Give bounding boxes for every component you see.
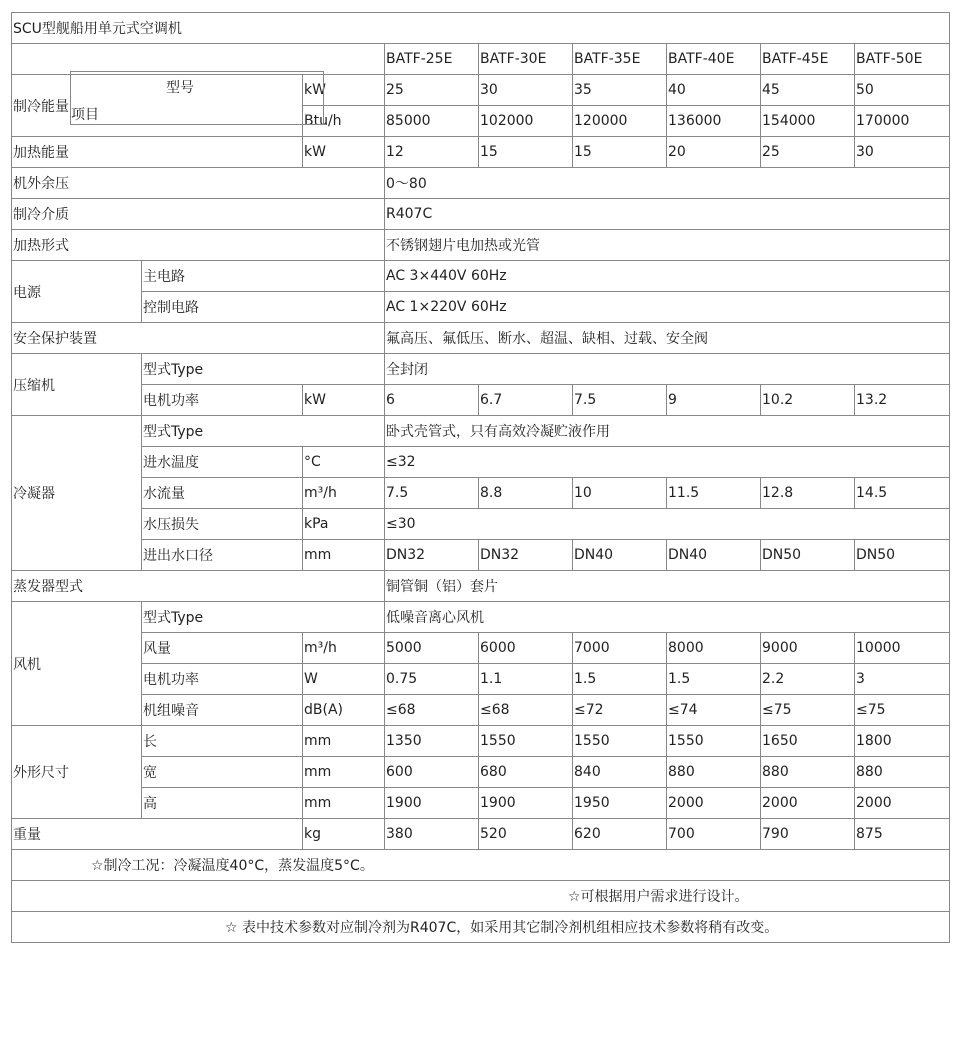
unit: mm: [303, 788, 385, 819]
value-cell: 880: [761, 757, 855, 788]
value-cell: 520: [479, 819, 573, 850]
value-cell: 102000: [479, 106, 573, 137]
sub-label: 高: [142, 788, 303, 819]
unit: kW: [303, 75, 385, 106]
value-cell: ≤30: [385, 509, 950, 540]
value-cell: 14.5: [855, 478, 950, 509]
value-cell: 50: [855, 75, 950, 106]
unit: m³/h: [303, 478, 385, 509]
fan-type-row: [12, 602, 950, 633]
value-cell: ≤68: [479, 695, 573, 726]
row-label: 压缩机: [12, 354, 142, 416]
value-cell: 6: [385, 385, 479, 416]
row-label: 安全保护装置: [12, 323, 385, 354]
spec-table-body: [12, 13, 950, 943]
fan-noise-row: [12, 695, 950, 726]
unit: kW: [303, 385, 385, 416]
model-name: BATF-50E: [855, 44, 950, 75]
row-label: 电源: [12, 261, 142, 323]
sub-label: 宽: [142, 757, 303, 788]
value-cell: 1.5: [573, 664, 667, 695]
value-cell: DN50: [855, 540, 950, 571]
sub-label: 型式Type: [142, 602, 385, 633]
value-cell: 680: [479, 757, 573, 788]
unit: °C: [303, 447, 385, 478]
value-cell: 铜管铜（铝）套片: [385, 571, 950, 602]
sub-label: 长: [142, 726, 303, 757]
row-label: 冷凝器: [12, 416, 142, 571]
table-title: SCU型舰船用单元式空调机: [12, 13, 950, 44]
value-cell: 12.8: [761, 478, 855, 509]
value-cell: 全封闭: [385, 354, 950, 385]
value-cell: 1900: [385, 788, 479, 819]
value-cell: 20: [667, 137, 761, 168]
value-cell: 840: [573, 757, 667, 788]
value-cell: 2.2: [761, 664, 855, 695]
value-cell: 7.5: [573, 385, 667, 416]
value-cell: DN32: [385, 540, 479, 571]
note-cell: [12, 912, 950, 943]
value-cell: 1800: [855, 726, 950, 757]
value-cell: ≤72: [573, 695, 667, 726]
value-cell: 85000: [385, 106, 479, 137]
condenser-dia-row: [12, 540, 950, 571]
model-heading: 型号: [166, 80, 194, 96]
value-cell: 2000: [667, 788, 761, 819]
value-cell: 7.5: [385, 478, 479, 509]
condenser-inlet-row: [12, 447, 950, 478]
unit: kg: [303, 819, 385, 850]
spec-table: [11, 12, 950, 943]
value-cell: 1.5: [667, 664, 761, 695]
value-cell: 30: [855, 137, 950, 168]
row-label: 制冷介质: [12, 199, 385, 230]
model-name: BATF-35E: [573, 44, 667, 75]
unit: kPa: [303, 509, 385, 540]
row-label: 蒸发器型式: [12, 571, 385, 602]
value-cell: DN40: [573, 540, 667, 571]
condenser-type-row: [12, 416, 950, 447]
compressor-type-row: [12, 354, 950, 385]
item-heading: 项目: [71, 107, 99, 123]
fan-motor-row: [12, 664, 950, 695]
row-label: 外形尺寸: [12, 726, 142, 819]
value-cell: 1550: [479, 726, 573, 757]
value-cell: 35: [573, 75, 667, 106]
model-name: BATF-30E: [479, 44, 573, 75]
value-cell: ≤68: [385, 695, 479, 726]
value-cell: 卧式壳管式，只有高效冷凝贮液作用: [385, 416, 950, 447]
value-cell: 8.8: [479, 478, 573, 509]
unit: mm: [303, 726, 385, 757]
value-cell: 1650: [761, 726, 855, 757]
value-cell: 1900: [479, 788, 573, 819]
unit: m³/h: [303, 633, 385, 664]
value-cell: 1550: [667, 726, 761, 757]
value-cell: ≤75: [855, 695, 950, 726]
row-label: 机外余压: [12, 168, 385, 199]
value-cell: ≤74: [667, 695, 761, 726]
value-cell: 1.1: [479, 664, 573, 695]
compressor-motor-row: [12, 385, 950, 416]
value-cell: 8000: [667, 633, 761, 664]
evaporator-row: [12, 571, 950, 602]
value-cell: 2000: [761, 788, 855, 819]
value-cell: 170000: [855, 106, 950, 137]
value-cell: 11.5: [667, 478, 761, 509]
note-text: ☆制冷工况：冷凝温度40°C，蒸发温度5°C。: [91, 858, 374, 874]
value-cell: 氟高压、氟低压、断水、超温、缺相、过载、安全阀: [385, 323, 950, 354]
note-text: ☆ 表中技术参数对应制冷剂为R407C，如采用其它制冷剂机组相应技术参数将稍有改变。: [225, 920, 779, 936]
dims-wid-row: [12, 757, 950, 788]
sub-label: 进水温度: [142, 447, 303, 478]
value-cell: R407C: [385, 199, 950, 230]
value-cell: 13.2: [855, 385, 950, 416]
title-row: [12, 13, 950, 44]
note-text: ☆可根据用户需求进行设计。: [568, 889, 749, 905]
value-cell: 0～80: [385, 168, 950, 199]
sub-label: 电机功率: [142, 664, 303, 695]
value-cell: 880: [667, 757, 761, 788]
unit: mm: [303, 757, 385, 788]
weight-row: [12, 819, 950, 850]
value-cell: 9: [667, 385, 761, 416]
note-row: [12, 881, 950, 912]
value-cell: ≤32: [385, 447, 950, 478]
note-row: [12, 850, 950, 881]
value-cell: AC 3×440V 60Hz: [385, 261, 950, 292]
model-name: BATF-40E: [667, 44, 761, 75]
value-cell: 10000: [855, 633, 950, 664]
value-cell: 1350: [385, 726, 479, 757]
power-ctrl-row: [12, 292, 950, 323]
unit: W: [303, 664, 385, 695]
value-cell: 12: [385, 137, 479, 168]
value-cell: 700: [667, 819, 761, 850]
value-cell: 5000: [385, 633, 479, 664]
value-cell: 10.2: [761, 385, 855, 416]
note-row: [12, 912, 950, 943]
condenser-flow-row: [12, 478, 950, 509]
value-cell: 6.7: [479, 385, 573, 416]
row-label: 重量: [12, 819, 303, 850]
value-cell: DN40: [667, 540, 761, 571]
sub-label: 机组噪音: [142, 695, 303, 726]
value-cell: 136000: [667, 106, 761, 137]
value-cell: 875: [855, 819, 950, 850]
sub-label: 主电路: [142, 261, 385, 292]
sub-label: 电机功率: [142, 385, 303, 416]
value-cell: 低噪音离心风机: [385, 602, 950, 633]
dims-len-row: [12, 726, 950, 757]
header-row: [12, 44, 950, 75]
value-cell: 9000: [761, 633, 855, 664]
value-cell: 1950: [573, 788, 667, 819]
value-cell: 1550: [573, 726, 667, 757]
note-cell: [12, 881, 950, 912]
value-cell: 3: [855, 664, 950, 695]
value-cell: 7000: [573, 633, 667, 664]
value-cell: 40: [667, 75, 761, 106]
model-name: BATF-25E: [385, 44, 479, 75]
value-cell: 不锈钢翅片电加热或光管: [385, 230, 950, 261]
value-cell: 380: [385, 819, 479, 850]
value-cell: 10: [573, 478, 667, 509]
value-cell: 30: [479, 75, 573, 106]
fan-air-row: [12, 633, 950, 664]
value-cell: 790: [761, 819, 855, 850]
row-label: 加热形式: [12, 230, 385, 261]
dims-hgt-row: [12, 788, 950, 819]
value-cell: 880: [855, 757, 950, 788]
value-cell: 25: [761, 137, 855, 168]
unit: Btu/h: [303, 106, 385, 137]
sub-label: 进出水口径: [142, 540, 303, 571]
value-cell: DN50: [761, 540, 855, 571]
sub-label: 型式Type: [142, 354, 385, 385]
sub-label: 型式Type: [142, 416, 385, 447]
value-cell: 0.75: [385, 664, 479, 695]
value-cell: 25: [385, 75, 479, 106]
safety-row: [12, 323, 950, 354]
value-cell: 15: [479, 137, 573, 168]
sub-label: 水压损失: [142, 509, 303, 540]
sub-label: 控制电路: [142, 292, 385, 323]
corner-box: [70, 71, 324, 125]
sub-label: 水流量: [142, 478, 303, 509]
heat-form-row: [12, 230, 950, 261]
value-cell: 154000: [761, 106, 855, 137]
sub-label: 风量: [142, 633, 303, 664]
value-cell: AC 1×220V 60Hz: [385, 292, 950, 323]
power-main-row: [12, 261, 950, 292]
unit: mm: [303, 540, 385, 571]
value-cell: 600: [385, 757, 479, 788]
value-cell: ≤75: [761, 695, 855, 726]
model-name: BATF-45E: [761, 44, 855, 75]
row-label: 制冷能量: [12, 75, 303, 137]
value-cell: 15: [573, 137, 667, 168]
heating-row: [12, 137, 950, 168]
value-cell: 620: [573, 819, 667, 850]
value-cell: 120000: [573, 106, 667, 137]
pressure-row: [12, 168, 950, 199]
unit: kW: [303, 137, 385, 168]
condenser-loss-row: [12, 509, 950, 540]
row-label: 风机: [12, 602, 142, 726]
unit: dB(A): [303, 695, 385, 726]
value-cell: 6000: [479, 633, 573, 664]
value-cell: 2000: [855, 788, 950, 819]
row-label: 加热能量: [12, 137, 303, 168]
refrigerant-row: [12, 199, 950, 230]
value-cell: DN32: [479, 540, 573, 571]
note-cell: [12, 850, 950, 881]
value-cell: 45: [761, 75, 855, 106]
